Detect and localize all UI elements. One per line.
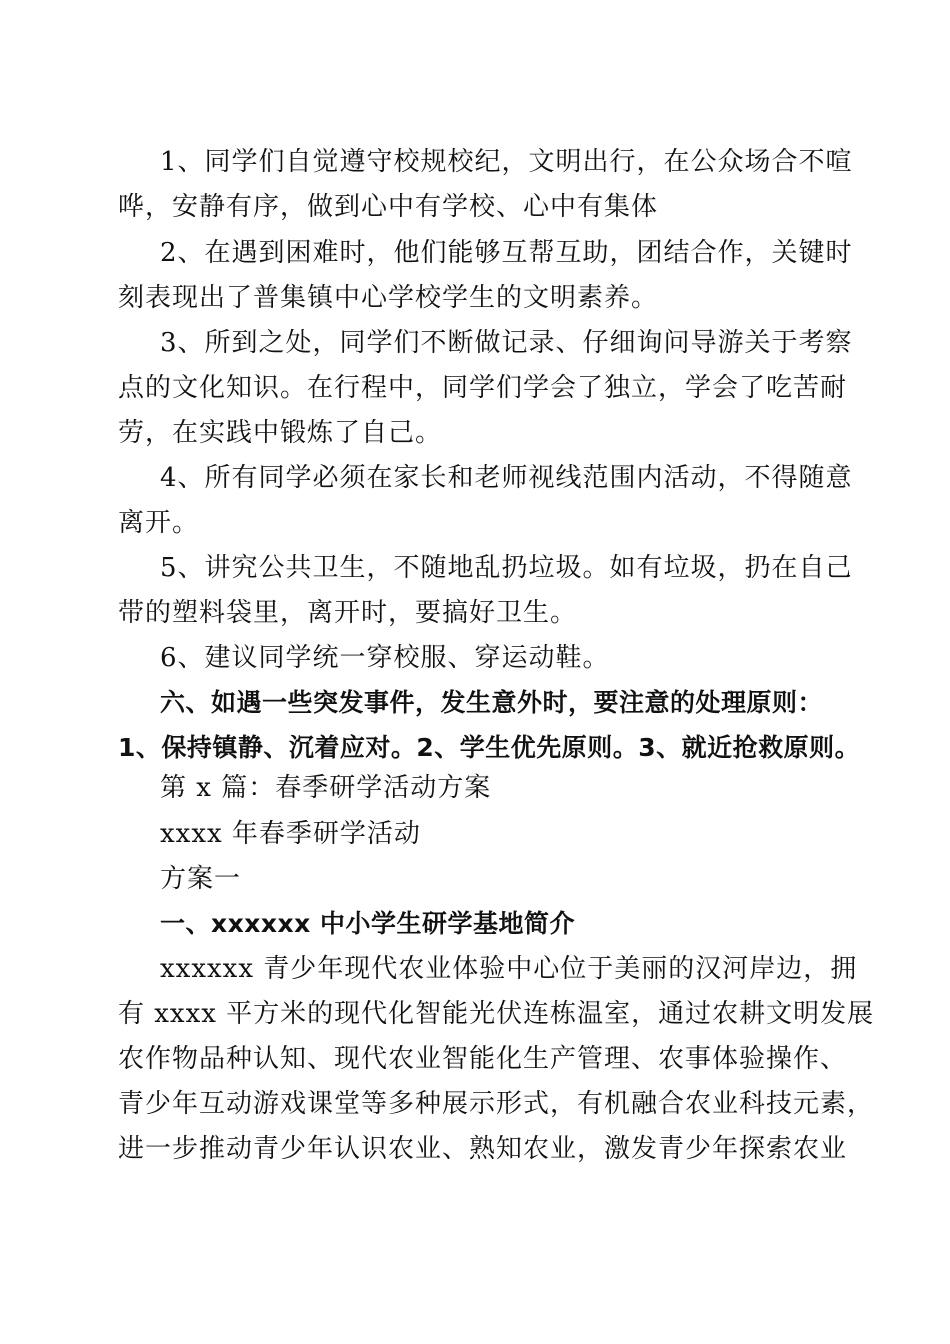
intro-line-4: 青少年互动游戏课堂等多种展示形式，有机融合农业科技元素， xyxy=(118,1089,875,1119)
text-line-rule-3c: 劳，在实践中锻炼了自己。 xyxy=(118,418,443,448)
text-line-rule-3a: 3、所到之处，同学们不断做记录、仔细询问导游关于考察 xyxy=(160,328,853,358)
text-line-rule-1a: 1、同学们自觉遵守校规校纪，文明出行，在公众场合不喧 xyxy=(160,147,853,177)
intro-line-5: 进一步推动青少年认识农业、熟知农业，激发青少年探索农业 xyxy=(118,1134,848,1164)
section-heading-six: 六、如遇一些突发事件，发生意外时，要注意的处理原则： xyxy=(160,688,824,717)
text-line-rule-6: 6、建议同学统一穿校服、穿运动鞋。 xyxy=(160,643,610,673)
chapter-title: 第 x 篇：春季研学活动方案 xyxy=(160,773,492,803)
intro-line-3: 农作物品种认知、现代农业智能化生产管理、农事体验操作、 xyxy=(118,1044,848,1074)
principles-line: 1、保持镇静、沉着应对。2、学生优先原则。3、就近抢救原则。 xyxy=(118,733,861,762)
intro-line-1: xxxxxx 青少年现代农业体验中心位于美丽的汉河岸边，拥 xyxy=(160,954,858,984)
activity-title: xxxx 年春季研学活动 xyxy=(160,819,421,849)
plan-label: 方案一 xyxy=(160,864,242,894)
text-line-rule-2a: 2、在遇到困难时，他们能够互帮互助，团结合作，关键时 xyxy=(160,238,853,268)
text-line-rule-4b: 离开。 xyxy=(118,508,200,538)
text-line-rule-1b: 哗，安静有序，做到心中有学校、心中有集体 xyxy=(118,192,659,222)
text-line-rule-2b: 刻表现出了普集镇中心学校学生的文明素养。 xyxy=(118,283,659,313)
text-line-rule-5b: 带的塑料袋里，离开时，要搞好卫生。 xyxy=(118,598,578,628)
text-line-rule-5a: 5、讲究公共卫生，不随地乱扔垃圾。如有垃圾，扔在自己 xyxy=(160,553,853,583)
section-heading-one: 一、xxxxxx 中小学生研学基地简介 xyxy=(160,909,575,938)
text-line-rule-3b: 点的文化知识。在行程中，同学们学会了独立，学会了吃苦耐 xyxy=(118,373,848,403)
text-line-rule-4a: 4、所有同学必须在家长和老师视线范围内活动，不得随意 xyxy=(160,463,853,493)
intro-line-2: 有 xxxx 平方米的现代化智能光伏连栋温室，通过农耕文明发展 xyxy=(118,999,875,1029)
